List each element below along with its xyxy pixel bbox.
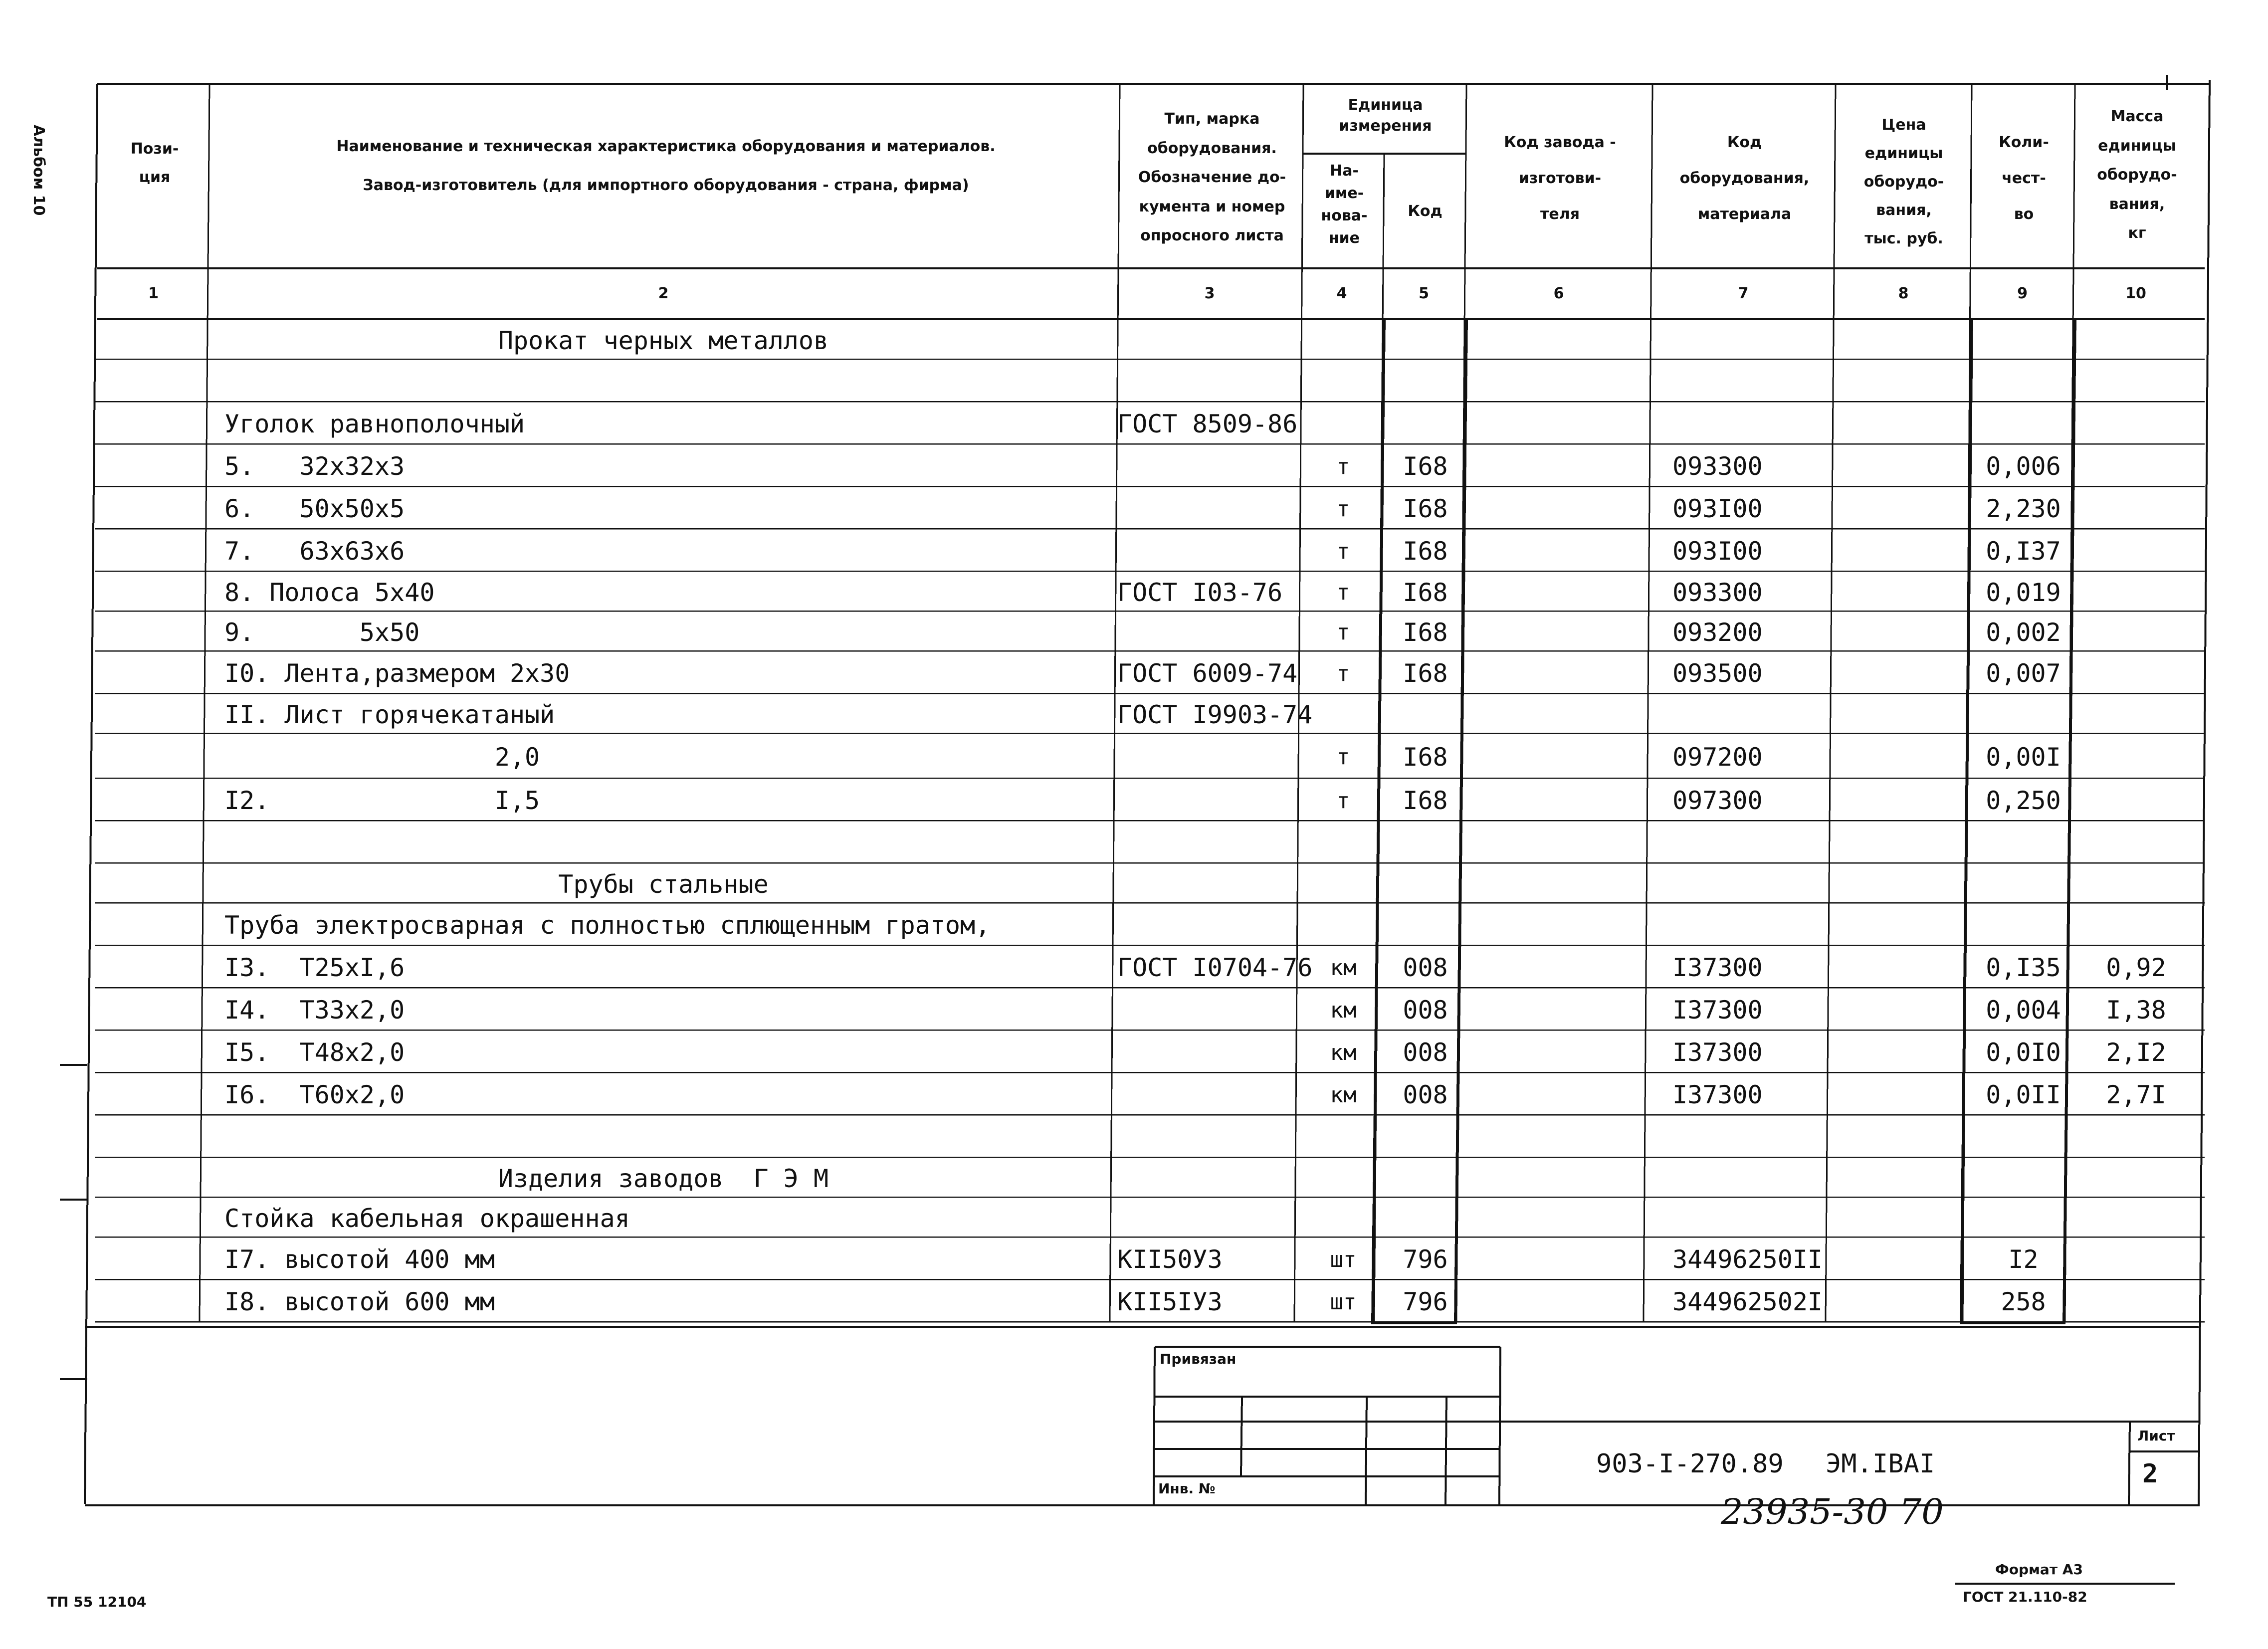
column-number: 3 bbox=[1204, 285, 1215, 302]
header-text: Завод-изготовитель (для импортного оборудования - страна, фирма) bbox=[363, 177, 969, 194]
stamp-designation: 903-I-270.89 bbox=[1596, 1449, 1784, 1479]
header-text: ция bbox=[139, 169, 171, 186]
cell-qty: 0,004 bbox=[1986, 996, 2061, 1025]
cell-code: I68 bbox=[1403, 618, 1448, 647]
cell-qty: 0,I37 bbox=[1986, 537, 2061, 566]
cell-name: 9. 5x50 bbox=[224, 618, 420, 647]
cell-code: 008 bbox=[1403, 1038, 1448, 1067]
column-number: 6 bbox=[1553, 285, 1564, 302]
header-text: единицы bbox=[2098, 137, 2176, 155]
cell-matcode: 093500 bbox=[1672, 659, 1763, 688]
cell-qty: 0,007 bbox=[1986, 659, 2061, 688]
cell-doc: ГОСТ 6009-74 bbox=[1117, 659, 1298, 688]
column-number: 8 bbox=[1898, 285, 1909, 302]
cell-unit: км bbox=[1330, 955, 1357, 981]
header-text: чест- bbox=[2002, 170, 2046, 187]
header-text: нова- bbox=[1321, 207, 1368, 224]
header-text: Наименование и техническая характеристика оборудования и материалов. bbox=[336, 138, 996, 155]
footer-left-code: ТП 55 12104 bbox=[47, 1594, 147, 1610]
cell-doc: ГОСТ 8509-86 bbox=[1117, 410, 1298, 438]
column-number: 5 bbox=[1419, 285, 1429, 302]
header-unit-code bbox=[1385, 197, 1465, 225]
cell-name: Стойка кабельная окрашенная bbox=[224, 1204, 630, 1233]
cell-doc: KII5IУ3 bbox=[1117, 1287, 1223, 1316]
cell-name: 6. 50x50x5 bbox=[224, 494, 405, 523]
header-quantity bbox=[1973, 125, 2075, 232]
cell-code: I68 bbox=[1403, 659, 1448, 688]
cell-unit: т bbox=[1336, 496, 1350, 522]
cell-doc: KII50У3 bbox=[1117, 1245, 1223, 1274]
cell-code: I68 bbox=[1403, 578, 1448, 607]
cell-code: 008 bbox=[1403, 1080, 1448, 1109]
header-text: кг bbox=[2128, 224, 2146, 242]
header-text: Код bbox=[1727, 134, 1762, 151]
header-text: кумента и номер bbox=[1139, 198, 1285, 215]
header-text: Код bbox=[1408, 203, 1443, 220]
stamp-sheet-number: 2 bbox=[2142, 1459, 2158, 1489]
cell-name: I6. T60x2,0 bbox=[224, 1080, 405, 1109]
cell-matcode: 093300 bbox=[1672, 578, 1763, 607]
cell-name: 5. 32x32x3 bbox=[224, 452, 405, 481]
cell-unit: т bbox=[1336, 539, 1350, 564]
cell-mass: 0,92 bbox=[2106, 953, 2166, 982]
header-text: вания, bbox=[1876, 202, 1932, 219]
cell-matcode: I37300 bbox=[1672, 996, 1763, 1025]
stamp-privyazan: Привязан bbox=[1160, 1351, 1237, 1367]
header-price bbox=[1837, 111, 1971, 253]
cell-name: I3. T25xI,6 bbox=[224, 953, 405, 982]
cell-unit: т bbox=[1336, 744, 1350, 770]
column-number: 7 bbox=[1738, 285, 1749, 302]
cell-name: I2. I,5 bbox=[224, 786, 540, 815]
cell-qty: 0,006 bbox=[1986, 452, 2061, 481]
cell-matcode: 097300 bbox=[1672, 786, 1763, 815]
header-name bbox=[219, 127, 1112, 205]
header-text: во bbox=[2014, 206, 2034, 223]
header-equipment-code bbox=[1653, 125, 1836, 232]
header-unit-name bbox=[1304, 160, 1384, 249]
cell-qty: 258 bbox=[2001, 1287, 2046, 1316]
footer-gost: ГОСТ 21.110-82 bbox=[1963, 1589, 2087, 1605]
cell-code: 008 bbox=[1403, 953, 1448, 982]
cell-name: I5. T48x2,0 bbox=[224, 1038, 405, 1067]
header-mass bbox=[2076, 102, 2198, 248]
header-text: оборудования. bbox=[1147, 139, 1277, 157]
cell-doc: ГОСТ I03-76 bbox=[1117, 578, 1283, 607]
column-number: 9 bbox=[2017, 285, 2028, 302]
cell-unit: шт bbox=[1330, 1247, 1357, 1272]
header-text: Масса bbox=[2110, 108, 2164, 125]
cell-qty: 0,019 bbox=[1986, 578, 2061, 607]
header-text: Коли- bbox=[1999, 134, 2049, 151]
cell-code: I68 bbox=[1403, 786, 1448, 815]
header-text: оборудования, bbox=[1679, 170, 1810, 187]
cell-name: I7. высотой 400 мм bbox=[224, 1245, 495, 1274]
cell-name: 2,0 bbox=[224, 743, 540, 772]
cell-name: I4. T33x2,0 bbox=[224, 996, 405, 1025]
stamp-mark: ЭМ.IВАI bbox=[1826, 1449, 1935, 1479]
header-text: материала bbox=[1697, 206, 1792, 223]
cell-name: Уголок равнополочный bbox=[224, 410, 525, 438]
cell-unit: км bbox=[1330, 998, 1357, 1023]
column-number: 2 bbox=[658, 285, 669, 302]
cell-unit: т bbox=[1336, 619, 1350, 645]
cell-matcode: I37300 bbox=[1672, 953, 1763, 982]
header-text: Цена bbox=[1881, 116, 1926, 134]
cell-code: I68 bbox=[1403, 537, 1448, 566]
cell-code: 008 bbox=[1403, 996, 1448, 1025]
cell-qty: 0,00I bbox=[1986, 743, 2061, 772]
column-number: 4 bbox=[1336, 285, 1347, 302]
cell-unit: т bbox=[1336, 788, 1350, 814]
column-number: 1 bbox=[148, 285, 159, 302]
header-unit bbox=[1304, 95, 1466, 137]
stamp-sheet-label: Лист bbox=[2137, 1428, 2175, 1444]
cell-name: I0. Лента,размером 2x30 bbox=[224, 659, 570, 688]
header-text: На- bbox=[1330, 162, 1359, 180]
cell-code: 796 bbox=[1403, 1287, 1448, 1316]
header-text: ние bbox=[1328, 229, 1360, 247]
cell-matcode: 097200 bbox=[1672, 743, 1763, 772]
cell-qty: 0,I35 bbox=[1986, 953, 2061, 982]
header-text: теля bbox=[1540, 206, 1580, 223]
cell-name: 8. Полоса 5x40 bbox=[224, 578, 435, 607]
header-text: Единица bbox=[1348, 96, 1423, 114]
cell-mass: I,38 bbox=[2106, 996, 2166, 1025]
header-text: оборудо- bbox=[1863, 173, 1944, 191]
cell-unit: т bbox=[1336, 661, 1350, 686]
cell-unit: км bbox=[1330, 1082, 1357, 1108]
header-text: Код завода - bbox=[1504, 134, 1616, 151]
cell-name: I8. высотой 600 мм bbox=[224, 1287, 495, 1316]
header-position bbox=[105, 135, 205, 192]
cell-qty: 0,250 bbox=[1986, 786, 2061, 815]
album-label: Альбом 10 bbox=[30, 125, 47, 216]
header-text: единицы bbox=[1864, 145, 1943, 162]
cell-matcode: 344962502I bbox=[1672, 1287, 1823, 1316]
header-text: тыс. руб. bbox=[1864, 230, 1943, 247]
cell-mass: 2,I2 bbox=[2106, 1038, 2166, 1067]
header-type bbox=[1122, 105, 1302, 251]
header-text: опросного листа bbox=[1140, 227, 1284, 244]
cell-matcode: 093I00 bbox=[1672, 494, 1763, 523]
cell-qty: 2,230 bbox=[1986, 494, 2061, 523]
header-text: Обозначение до- bbox=[1138, 169, 1286, 186]
column-number: 10 bbox=[2125, 285, 2146, 302]
cell-matcode: I37300 bbox=[1672, 1080, 1763, 1109]
header-factory-code bbox=[1469, 125, 1651, 232]
stamp-inv: Инв. № bbox=[1158, 1480, 1216, 1497]
header-text: оборудо- bbox=[2097, 166, 2177, 184]
cell-unit: км bbox=[1330, 1040, 1357, 1065]
cell-name: Труба электросварная с полностью сплющенным гратом, bbox=[224, 911, 991, 940]
cell-qty: 0,002 bbox=[1986, 618, 2061, 647]
cell-unit: т bbox=[1336, 580, 1350, 605]
cell-qty: 0,0II bbox=[1986, 1080, 2061, 1109]
handwritten-number: 23935-30 70 bbox=[1721, 1491, 1944, 1532]
header-text: изготови- bbox=[1518, 170, 1602, 187]
cell-name: Трубы стальные bbox=[558, 870, 769, 899]
header-text: име- bbox=[1324, 185, 1364, 202]
header-text: Тип, марка bbox=[1164, 110, 1260, 128]
cell-matcode: I37300 bbox=[1672, 1038, 1763, 1067]
cell-name: Прокат черных металлов bbox=[498, 326, 829, 355]
cell-doc: ГОСТ I9903-74 bbox=[1117, 700, 1313, 729]
cell-qty: 0,0I0 bbox=[1986, 1038, 2061, 1067]
cell-code: I68 bbox=[1403, 743, 1448, 772]
cell-code: I68 bbox=[1403, 452, 1448, 481]
cell-matcode: 093200 bbox=[1672, 618, 1763, 647]
cell-name: Изделия заводов Г Э М bbox=[498, 1164, 829, 1193]
cell-matcode: 093300 bbox=[1672, 452, 1763, 481]
cell-qty: I2 bbox=[2008, 1245, 2039, 1274]
cell-doc: ГОСТ I0704-76 bbox=[1117, 953, 1313, 982]
cell-matcode: 34496250II bbox=[1672, 1245, 1823, 1274]
cell-code: 796 bbox=[1403, 1245, 1448, 1274]
cell-name: II. Лист горячекатаный bbox=[224, 700, 555, 729]
header-text: вания, bbox=[2109, 195, 2165, 213]
cell-name: 7. 63x63x6 bbox=[224, 537, 405, 566]
header-text: Пози- bbox=[130, 140, 179, 158]
footer-format: Формат А3 bbox=[1995, 1561, 2083, 1578]
cell-unit: т bbox=[1336, 454, 1350, 479]
header-text: измерения bbox=[1339, 117, 1432, 135]
cell-code: I68 bbox=[1403, 494, 1448, 523]
cell-unit: шт bbox=[1330, 1289, 1357, 1315]
cell-mass: 2,7I bbox=[2106, 1080, 2166, 1109]
cell-matcode: 093I00 bbox=[1672, 537, 1763, 566]
